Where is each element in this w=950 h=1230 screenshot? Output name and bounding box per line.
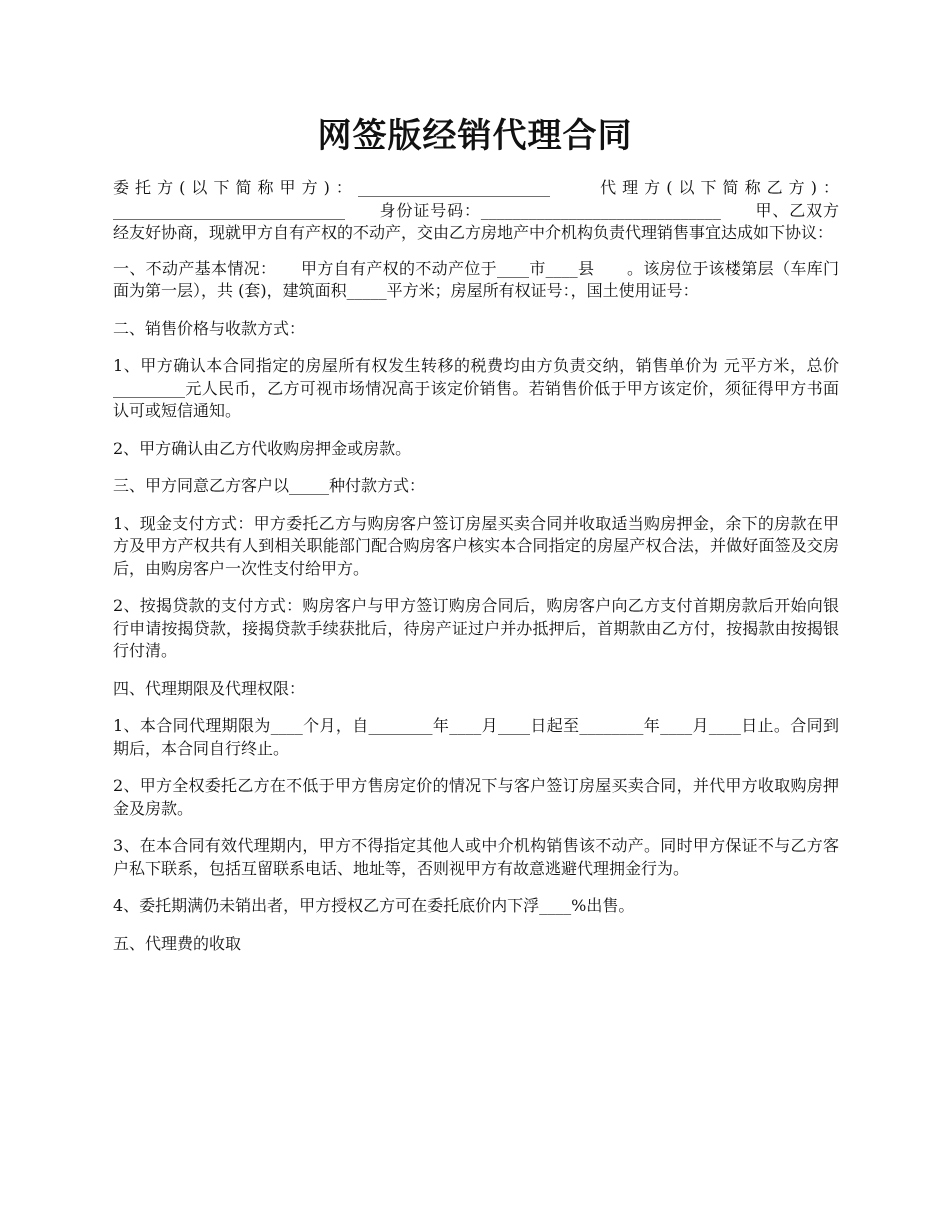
section-heading-fee: 五、代理费的收取 — [113, 933, 242, 953]
paragraph-payment-1: 1、现金支付方式：甲方委托乙方与购房客户签订房屋买卖合同并收取适当购房押金，余下的房款在甲方及甲方产权共有人到相关职能部门配合购房客户核实本合同指定的房屋产权合法，并做好面签及交房后，由购房客户一次性支付给甲方。 — [113, 513, 839, 578]
paragraph-term-1: 1、本合同代理期限为____个月，自________年____月____日起至________年____月____日止。合同到期后，本合同自行终止。 — [113, 716, 839, 758]
paragraph-term-4: 4、委托期满仍未销出者，甲方授权乙方可在委托底价内下浮____%出售。 — [113, 896, 635, 915]
section-heading-price: 二、销售价格与收款方式： — [113, 318, 306, 338]
paragraph-price-2: 2、甲方确认由乙方代收购房押金或房款。 — [113, 438, 412, 458]
paragraph-term-2: 2、甲方全权委托乙方在不低于甲方售房定价的情况下与客户签订房屋买卖合同，并代甲方收取购房押金及房款。 — [113, 776, 839, 818]
paragraph-price-1: 1、甲方确认本合同指定的房屋所有权发生转移的税费均由方负责交纳，销售单价为 元平方米，总价_________元人民币，乙方可视市场情况高于该定价销售。若销售价低于甲方该定价，须征得甲方书面认可或短信通知。 — [113, 356, 839, 420]
paragraph-parties: 委托方(以下简称甲方)：________________________ 代理方(以下简称乙方)：_____________________________ 身份证号码：______________________________ 甲、乙双方经友好协商，现就甲方自有产权的不动产，交由乙方房地产中介机构负责代理销售事宜达成如下协议： — [113, 178, 839, 242]
section-heading-payment: 三、甲方同意乙方客户以_____种付款方式： — [113, 476, 426, 495]
document-body — [113, 177, 839, 970]
paragraph-payment-2: 2、按揭贷款的支付方式：购房客户与甲方签订购房合同后，购房客户向乙方支付首期房款后开始向银行申请按揭贷款，接揭贷款手续获批后，待房产证过户并办抵押后，首期款由乙方付，按揭款由按揭银行付清。 — [113, 596, 839, 660]
paragraph-property-info: 一、不动产基本情况： 甲方自有产权的不动产位于____市____县 。该房位于该楼第层（车库门面为第一层），共 (套)，建筑面积_____平方米；房屋所有权证号：，国土使用证号： — [113, 258, 839, 300]
document-title: 网签版经销代理合同 — [317, 116, 633, 156]
paragraph-term-3: 3、在本合同有效代理期内，甲方不得指定其他人或中介机构销售该不动产。同时甲方保证不与乙方客户私下联系，包括互留联系电话、地址等，否则视甲方有故意逃避代理拥金行为。 — [113, 836, 839, 878]
section-heading-term: 四、代理期限及代理权限： — [113, 678, 306, 698]
